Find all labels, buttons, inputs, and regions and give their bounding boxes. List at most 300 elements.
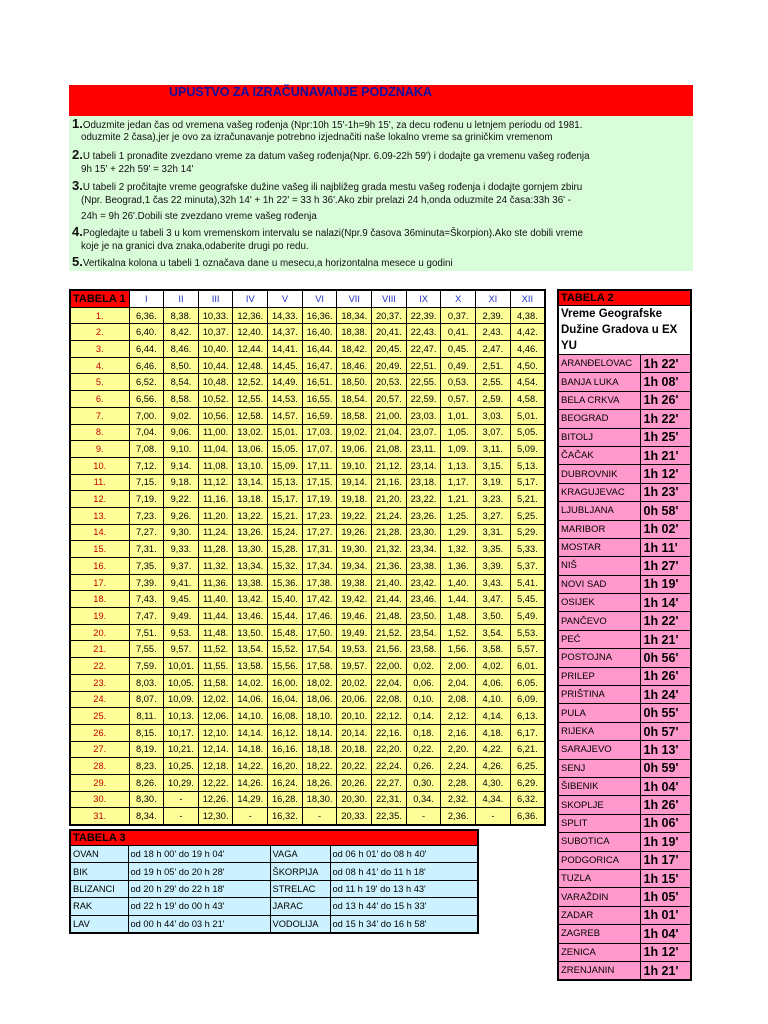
sidereal-time-cell: 19,30. xyxy=(337,541,372,558)
sidereal-time-cell: 14,49. xyxy=(268,374,303,391)
sidereal-time-cell: 2,39. xyxy=(476,307,511,324)
sidereal-time-cell: 22,12. xyxy=(372,708,407,725)
sidereal-time-cell: 12,48. xyxy=(233,357,268,374)
sidereal-time-cell: 21,28. xyxy=(372,524,407,541)
table-row xyxy=(70,341,545,358)
longitude-time: 1h 14' xyxy=(640,594,691,612)
sidereal-time-cell: 1,01. xyxy=(441,407,476,424)
sidereal-time-cell: 6,36. xyxy=(510,808,545,825)
longitude-time: 1h 01' xyxy=(640,906,691,924)
table-3-header xyxy=(70,830,478,846)
month-header: IV xyxy=(233,290,268,307)
table-row xyxy=(70,324,545,341)
table-row xyxy=(558,943,691,961)
sidereal-time-cell: 7,55. xyxy=(129,641,164,658)
day-cell: 4. xyxy=(70,357,129,374)
table-row xyxy=(558,759,691,777)
sidereal-time-cell: 14,53. xyxy=(268,391,303,408)
city-name: SKOPLJE xyxy=(558,796,640,814)
day-cell: 3. xyxy=(70,341,129,358)
sidereal-time-cell: 17,07. xyxy=(302,441,337,458)
longitude-time: 1h 15' xyxy=(640,869,691,887)
table-row xyxy=(558,906,691,924)
day-cell: 15. xyxy=(70,541,129,558)
sidereal-time-cell: 14,37. xyxy=(268,324,303,341)
sidereal-time-cell: 12,52. xyxy=(233,374,268,391)
table-row xyxy=(70,608,545,625)
day-cell: 8. xyxy=(70,424,129,441)
table-row xyxy=(70,915,478,933)
sidereal-time-cell: 14,26. xyxy=(233,774,268,791)
sidereal-time-cell: 17,34. xyxy=(302,558,337,575)
sidereal-time-cell: 19,10. xyxy=(337,457,372,474)
zodiac-sign: VODOLIJA xyxy=(270,915,330,933)
sidereal-time-cell: 11,24. xyxy=(198,524,233,541)
sidereal-time-cell: 19,34. xyxy=(337,558,372,575)
sidereal-time-cell: 1,48. xyxy=(441,608,476,625)
sidereal-time-cell: 23,30. xyxy=(406,524,441,541)
sidereal-time-cell: 3,31. xyxy=(476,524,511,541)
sidereal-time-cell: 5,45. xyxy=(510,591,545,608)
day-cell: 9. xyxy=(70,441,129,458)
sidereal-time-cell: 1,44. xyxy=(441,591,476,608)
sidereal-time-cell: 7,23. xyxy=(129,507,164,524)
sidereal-time-cell: 17,46. xyxy=(302,608,337,625)
table-row xyxy=(558,704,691,722)
sidereal-time-cell: 20,06. xyxy=(337,691,372,708)
sidereal-time-cell: 6,13. xyxy=(510,708,545,725)
sidereal-time-cell: 4,46. xyxy=(510,341,545,358)
sidereal-time-cell: 1,21. xyxy=(441,491,476,508)
sidereal-time-cell: 6,40. xyxy=(129,324,164,341)
city-name: PRIŠTINA xyxy=(558,686,640,704)
sidereal-time-cell: 13,30. xyxy=(233,541,268,558)
table-row xyxy=(558,594,691,612)
city-name: MOSTAR xyxy=(558,538,640,556)
sidereal-time-cell: 16,08. xyxy=(268,708,303,725)
sidereal-time-cell: 9,06. xyxy=(164,424,199,441)
sidereal-time-cell: 5,01. xyxy=(510,407,545,424)
table-row xyxy=(70,541,545,558)
sidereal-time-cell: 18,50. xyxy=(337,374,372,391)
day-cell: 1. xyxy=(70,307,129,324)
time-range: od 22 h 19' do 00 h 43' xyxy=(128,898,270,915)
sidereal-time-cell: 8,03. xyxy=(129,674,164,691)
sidereal-time-cell: 16,28. xyxy=(268,791,303,808)
time-range: od 06 h 01' do 08 h 40' xyxy=(330,846,478,863)
sidereal-time-cell: 22,04. xyxy=(372,674,407,691)
longitude-time: 1h 05' xyxy=(640,888,691,906)
city-name: SPLIT xyxy=(558,814,640,832)
sidereal-time-cell: 3,19. xyxy=(476,474,511,491)
sidereal-time-cell: 11,40. xyxy=(198,591,233,608)
sidereal-time-cell: 14,29. xyxy=(233,791,268,808)
sidereal-time-cell: 0,26. xyxy=(406,758,441,775)
sidereal-time-cell: 15,28. xyxy=(268,541,303,558)
sidereal-time-cell: 18,02. xyxy=(302,674,337,691)
sidereal-time-cell: 5,21. xyxy=(510,491,545,508)
sidereal-time-cell: 8,46. xyxy=(164,341,199,358)
table-row xyxy=(558,557,691,575)
sidereal-time-cell: 15,32. xyxy=(268,558,303,575)
sidereal-time-cell: 10,21. xyxy=(164,741,199,758)
sidereal-time-cell: 1,29. xyxy=(441,524,476,541)
sidereal-time-cell: 22,20. xyxy=(372,741,407,758)
table-row xyxy=(558,630,691,648)
sidereal-time-cell: 2,00. xyxy=(441,658,476,675)
sidereal-time-cell: 2,51. xyxy=(476,357,511,374)
sidereal-time-cell: 19,46. xyxy=(337,608,372,625)
table-3 xyxy=(69,829,479,934)
day-cell: 16. xyxy=(70,558,129,575)
table-row xyxy=(558,833,691,851)
sidereal-time-cell: 4,58. xyxy=(510,391,545,408)
sidereal-time-cell: 10,56. xyxy=(198,407,233,424)
table-row xyxy=(558,502,691,520)
sidereal-time-cell: 15,05. xyxy=(268,441,303,458)
sidereal-time-cell: 7,04. xyxy=(129,424,164,441)
time-range: od 20 h 29' do 22 h 18' xyxy=(128,880,270,897)
sidereal-time-cell: 7,51. xyxy=(129,624,164,641)
month-header: I xyxy=(129,290,164,307)
sidereal-time-cell: 1,09. xyxy=(441,441,476,458)
sidereal-time-cell: 3,58. xyxy=(476,641,511,658)
sidereal-time-cell: 16,47. xyxy=(302,357,337,374)
table-row xyxy=(558,722,691,740)
sidereal-time-cell: 5,37. xyxy=(510,558,545,575)
sidereal-time-cell: 20,30. xyxy=(337,791,372,808)
instruction-3-cont: (Npr. Beograd,1 čas 22 minuta),32h 14' + 1h 22' = 33 h 36'.Ako zbir prelazi 24 h,onda oduzmite 24 časa:33h 36' - xyxy=(81,195,572,206)
day-cell: 22. xyxy=(70,658,129,675)
sidereal-time-cell: 14,02. xyxy=(233,674,268,691)
sidereal-time-cell: 2,20. xyxy=(441,741,476,758)
longitude-time: 1h 26' xyxy=(640,667,691,685)
time-range: od 00 h 44' do 03 h 21' xyxy=(128,915,270,933)
table-row xyxy=(558,851,691,869)
longitude-time: 1h 04' xyxy=(640,777,691,795)
sidereal-time-cell: 7,59. xyxy=(129,658,164,675)
sidereal-time-cell: 16,24. xyxy=(268,774,303,791)
sidereal-time-cell: 3,15. xyxy=(476,457,511,474)
sidereal-time-cell: 16,12. xyxy=(268,724,303,741)
sidereal-time-cell: 2,47. xyxy=(476,341,511,358)
day-cell: 14. xyxy=(70,524,129,541)
sidereal-time-cell: 14,41. xyxy=(268,341,303,358)
sidereal-time-cell: 7,27. xyxy=(129,524,164,541)
sidereal-time-cell: 12,55. xyxy=(233,391,268,408)
sidereal-time-cell: 4,06. xyxy=(476,674,511,691)
sidereal-time-cell: 3,43. xyxy=(476,574,511,591)
sidereal-time-cell: 3,39. xyxy=(476,558,511,575)
sidereal-time-cell: 17,31. xyxy=(302,541,337,558)
sidereal-time-cell: 12,26. xyxy=(198,791,233,808)
sidereal-time-cell: 6,21. xyxy=(510,741,545,758)
time-range: od 13 h 44' do 15 h 33' xyxy=(330,898,478,915)
sidereal-time-cell: 19,38. xyxy=(337,574,372,591)
sidereal-time-cell: 4,14. xyxy=(476,708,511,725)
city-name: KRAGUJEVAC xyxy=(558,483,640,501)
day-cell: 7. xyxy=(70,407,129,424)
sidereal-time-cell: 19,02. xyxy=(337,424,372,441)
sidereal-time-cell: 20,18. xyxy=(337,741,372,758)
table-row xyxy=(70,863,478,880)
day-cell: 25. xyxy=(70,708,129,725)
sidereal-time-cell: 23,34. xyxy=(406,541,441,558)
city-name: ARANĐELOVAC xyxy=(558,355,640,373)
table-row xyxy=(558,612,691,630)
sidereal-time-cell: 8,54. xyxy=(164,374,199,391)
city-name: OSIJEK xyxy=(558,594,640,612)
table-row xyxy=(70,708,545,725)
sidereal-time-cell: 21,12. xyxy=(372,457,407,474)
sidereal-time-cell: 20,02. xyxy=(337,674,372,691)
sidereal-time-cell: 11,36. xyxy=(198,574,233,591)
sidereal-time-cell: 0,18. xyxy=(406,724,441,741)
table-1-label: TABELA 1 xyxy=(70,290,129,307)
longitude-time: 1h 21' xyxy=(640,961,691,980)
longitude-time: 0h 55' xyxy=(640,704,691,722)
sidereal-time-cell: 9,30. xyxy=(164,524,199,541)
zodiac-sign: OVAN xyxy=(70,846,128,863)
table-row xyxy=(70,774,545,791)
sidereal-time-cell: 0,53. xyxy=(441,374,476,391)
sidereal-time-cell: 20,10. xyxy=(337,708,372,725)
sidereal-time-cell: 7,31. xyxy=(129,541,164,558)
sidereal-time-cell: 3,03. xyxy=(476,407,511,424)
sidereal-time-cell: 14,18. xyxy=(233,741,268,758)
longitude-time: 1h 19' xyxy=(640,833,691,851)
instruction-4-cont: koje je na granici dva znaka,odaberite drugi po redu. xyxy=(81,241,309,252)
sidereal-time-cell: 12,14. xyxy=(198,741,233,758)
sidereal-time-cell: 12,40. xyxy=(233,324,268,341)
sidereal-time-cell: 13,06. xyxy=(233,441,268,458)
sidereal-time-cell: 4,26. xyxy=(476,758,511,775)
sidereal-time-cell: 1,40. xyxy=(441,574,476,591)
sidereal-time-cell: 9,45. xyxy=(164,591,199,608)
day-cell: 30. xyxy=(70,791,129,808)
sidereal-time-cell: 10,01. xyxy=(164,658,199,675)
sidereal-time-cell: 9,49. xyxy=(164,608,199,625)
sidereal-time-cell: 21,00. xyxy=(372,407,407,424)
sidereal-time-cell: 13,54. xyxy=(233,641,268,658)
sidereal-time-cell: 11,28. xyxy=(198,541,233,558)
sidereal-time-cell: 0,37. xyxy=(441,307,476,324)
sidereal-time-cell: 5,33. xyxy=(510,541,545,558)
sidereal-time-cell: 23,14. xyxy=(406,457,441,474)
sidereal-time-cell: 23,42. xyxy=(406,574,441,591)
longitude-time: 1h 02' xyxy=(640,520,691,538)
time-range: od 19 h 05' do 20 h 28' xyxy=(128,863,270,880)
city-name: MARIBOR xyxy=(558,520,640,538)
sidereal-time-cell: 11,32. xyxy=(198,558,233,575)
day-cell: 19. xyxy=(70,608,129,625)
table-1 xyxy=(69,289,546,826)
longitude-time: 1h 22' xyxy=(640,355,691,373)
sidereal-time-cell: 9,26. xyxy=(164,507,199,524)
sidereal-time-cell: 18,06. xyxy=(302,691,337,708)
table-row xyxy=(558,575,691,593)
table-row xyxy=(558,814,691,832)
day-cell: 20. xyxy=(70,624,129,641)
sidereal-time-cell: 18,54. xyxy=(337,391,372,408)
sidereal-time-cell: 15,21. xyxy=(268,507,303,524)
sidereal-time-cell: 12,10. xyxy=(198,724,233,741)
city-name: ZENICA xyxy=(558,943,640,961)
city-name: ZADAR xyxy=(558,906,640,924)
sidereal-time-cell: 10,29. xyxy=(164,774,199,791)
sidereal-time-cell: 1,25. xyxy=(441,507,476,524)
zodiac-sign: STRELAC xyxy=(270,880,330,897)
sidereal-time-cell: 18,34. xyxy=(337,307,372,324)
table-row xyxy=(70,357,545,374)
day-cell: 27. xyxy=(70,741,129,758)
sidereal-time-cell: 22,00. xyxy=(372,658,407,675)
instruction-1-cont: oduzmite 2 časa),jer je ovo za izračunavanje potrebno izjednačiti naše lokalno vreme sa griničkim vremenom xyxy=(81,132,553,143)
sidereal-time-cell: 2,04. xyxy=(441,674,476,691)
sidereal-time-cell: 16,36. xyxy=(302,307,337,324)
table-row xyxy=(70,898,478,915)
sidereal-time-cell: 0,41. xyxy=(441,324,476,341)
sidereal-time-cell: 23,38. xyxy=(406,558,441,575)
sidereal-time-cell: 13,18. xyxy=(233,491,268,508)
zodiac-sign: RAK xyxy=(70,898,128,915)
sidereal-time-cell: 23,18. xyxy=(406,474,441,491)
table-row xyxy=(558,410,691,428)
sidereal-time-cell: 7,12. xyxy=(129,457,164,474)
city-name: NIŠ xyxy=(558,557,640,575)
sidereal-time-cell: 17,50. xyxy=(302,624,337,641)
sidereal-time-cell: 21,36. xyxy=(372,558,407,575)
sidereal-time-cell: 15,48. xyxy=(268,624,303,641)
table-row xyxy=(558,465,691,483)
sidereal-time-cell: 0,49. xyxy=(441,357,476,374)
sidereal-time-cell: 18,10. xyxy=(302,708,337,725)
month-header: VII xyxy=(337,290,372,307)
sidereal-time-cell: 22,35. xyxy=(372,808,407,825)
day-cell: 31. xyxy=(70,808,129,825)
sidereal-time-cell: 2,59. xyxy=(476,391,511,408)
zodiac-sign: BIK xyxy=(70,863,128,880)
sidereal-time-cell: 11,04. xyxy=(198,441,233,458)
sidereal-time-cell: 8,38. xyxy=(164,307,199,324)
sidereal-time-cell: 14,22. xyxy=(233,758,268,775)
zodiac-sign: LAV xyxy=(70,915,128,933)
sidereal-time-cell: 9,18. xyxy=(164,474,199,491)
longitude-time: 1h 08' xyxy=(640,373,691,391)
month-header: V xyxy=(268,290,303,307)
sidereal-time-cell: 16,04. xyxy=(268,691,303,708)
month-header: IX xyxy=(406,290,441,307)
city-name: TUZLA xyxy=(558,869,640,887)
sidereal-time-cell: 4,30. xyxy=(476,774,511,791)
sidereal-time-cell: 23,50. xyxy=(406,608,441,625)
sidereal-time-cell: 10,05. xyxy=(164,674,199,691)
table-row xyxy=(70,880,478,897)
sidereal-time-cell: 10,40. xyxy=(198,341,233,358)
sidereal-time-cell: 13,34. xyxy=(233,558,268,575)
title-bar xyxy=(69,85,693,116)
sidereal-time-cell: 4,10. xyxy=(476,691,511,708)
sidereal-time-cell: 16,44. xyxy=(302,341,337,358)
sidereal-time-cell: 21,48. xyxy=(372,608,407,625)
city-name: BEOGRAD xyxy=(558,410,640,428)
sidereal-time-cell: 15,13. xyxy=(268,474,303,491)
table-2 xyxy=(557,289,692,981)
sidereal-time-cell: 21,56. xyxy=(372,641,407,658)
day-cell: 5. xyxy=(70,374,129,391)
table-row xyxy=(70,474,545,491)
sidereal-time-cell: 22,31. xyxy=(372,791,407,808)
longitude-time: 1h 24' xyxy=(640,686,691,704)
month-header: III xyxy=(198,290,233,307)
sidereal-time-cell: 22,59. xyxy=(406,391,441,408)
sidereal-time-cell: 6,09. xyxy=(510,691,545,708)
sidereal-time-cell: 10,13. xyxy=(164,708,199,725)
sidereal-time-cell: 5,25. xyxy=(510,507,545,524)
sidereal-time-cell: 6,52. xyxy=(129,374,164,391)
sidereal-time-cell: 7,35. xyxy=(129,558,164,575)
sidereal-time-cell: 16,32. xyxy=(268,808,303,825)
sidereal-time-cell: 17,54. xyxy=(302,641,337,658)
sidereal-time-cell: 18,22. xyxy=(302,758,337,775)
table-row xyxy=(70,591,545,608)
day-cell: 24. xyxy=(70,691,129,708)
table-2-subtitle-row xyxy=(558,306,691,355)
sidereal-time-cell: 7,39. xyxy=(129,574,164,591)
sidereal-time-cell: 11,16. xyxy=(198,491,233,508)
sidereal-time-cell: 0,22. xyxy=(406,741,441,758)
sidereal-time-cell: 6,25. xyxy=(510,758,545,775)
sidereal-time-cell: 5,09. xyxy=(510,441,545,458)
longitude-time: 1h 06' xyxy=(640,814,691,832)
sidereal-time-cell: 4,02. xyxy=(476,658,511,675)
table-row xyxy=(70,507,545,524)
day-cell: 11. xyxy=(70,474,129,491)
zodiac-sign: JARAC xyxy=(270,898,330,915)
table-row xyxy=(70,374,545,391)
longitude-time: 1h 25' xyxy=(640,428,691,446)
sidereal-time-cell: 20,49. xyxy=(372,357,407,374)
sidereal-time-cell: 13,50. xyxy=(233,624,268,641)
city-name: BITOLJ xyxy=(558,428,640,446)
sidereal-time-cell: 8,58. xyxy=(164,391,199,408)
sidereal-time-cell: 21,24. xyxy=(372,507,407,524)
sidereal-time-cell: 14,10. xyxy=(233,708,268,725)
city-name: SENJ xyxy=(558,759,640,777)
sidereal-time-cell: 13,58. xyxy=(233,658,268,675)
sidereal-time-cell: 5,41. xyxy=(510,574,545,591)
sidereal-time-cell: 23,11. xyxy=(406,441,441,458)
sidereal-time-cell: 4,50. xyxy=(510,357,545,374)
table-row xyxy=(70,758,545,775)
sidereal-time-cell: 20,14. xyxy=(337,724,372,741)
sidereal-time-cell: 9,02. xyxy=(164,407,199,424)
city-name: VARAŽDIN xyxy=(558,888,640,906)
table-row xyxy=(558,355,691,373)
sidereal-time-cell: - xyxy=(302,808,337,825)
sidereal-time-cell: 22,16. xyxy=(372,724,407,741)
sidereal-time-cell: 9,14. xyxy=(164,457,199,474)
sidereal-time-cell: 8,19. xyxy=(129,741,164,758)
city-name: POSTOJNA xyxy=(558,649,640,667)
sidereal-time-cell: 8,11. xyxy=(129,708,164,725)
sidereal-time-cell: 4,34. xyxy=(476,791,511,808)
sidereal-time-cell: 12,36. xyxy=(233,307,268,324)
table-row xyxy=(70,846,478,863)
table-2-header xyxy=(558,290,691,306)
sidereal-time-cell: 3,47. xyxy=(476,591,511,608)
city-name: SUBOTICA xyxy=(558,833,640,851)
